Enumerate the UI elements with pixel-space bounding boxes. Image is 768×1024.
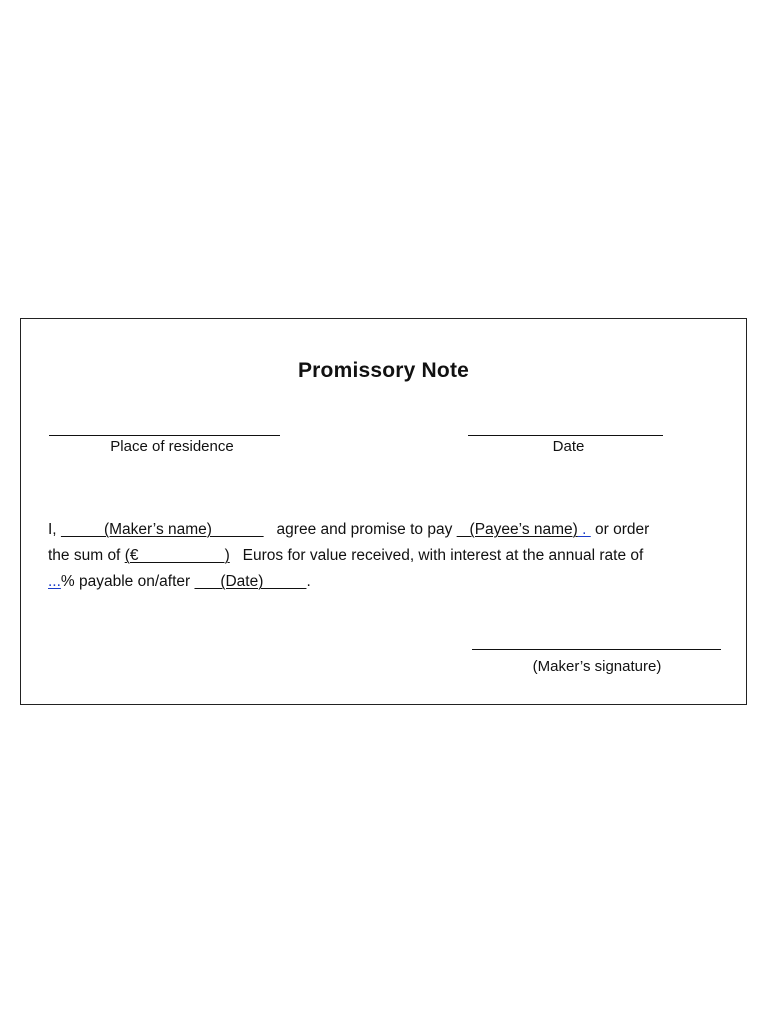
line1-middle: agree and promise to pay	[263, 521, 457, 538]
interest-rate-field[interactable]: ...	[48, 573, 61, 590]
line1-suffix: or order	[590, 521, 650, 538]
amount-field[interactable]: (€ )	[124, 547, 230, 564]
place-of-residence-line[interactable]	[49, 435, 280, 436]
body-line-1	[48, 521, 649, 539]
page-title: Promissory Note	[297, 359, 470, 382]
body-line-2	[48, 547, 643, 565]
place-of-residence-label: Place of residence	[110, 438, 234, 455]
maker-signature-label: (Maker’s signature)	[532, 658, 662, 675]
promissory-note-form	[20, 318, 747, 705]
line2-suffix: Euros for value received, with interest at the annual rate of	[229, 547, 644, 564]
date-label: Date	[552, 438, 585, 455]
body-line-3	[48, 573, 311, 591]
payee-name-field-tail[interactable]: .	[577, 521, 591, 538]
payee-name-field[interactable]: (Payee’s name)	[456, 521, 578, 538]
payable-date-field[interactable]: (Date)	[194, 573, 307, 590]
line3-middle: % payable on/after	[60, 573, 195, 590]
line2-prefix: the sum of	[48, 547, 125, 564]
line3-tail: .	[306, 573, 311, 590]
maker-signature-line[interactable]	[472, 649, 721, 650]
line1-prefix: I,	[48, 521, 61, 538]
date-line[interactable]	[468, 435, 663, 436]
maker-name-field[interactable]: (Maker’s name)	[60, 521, 264, 538]
